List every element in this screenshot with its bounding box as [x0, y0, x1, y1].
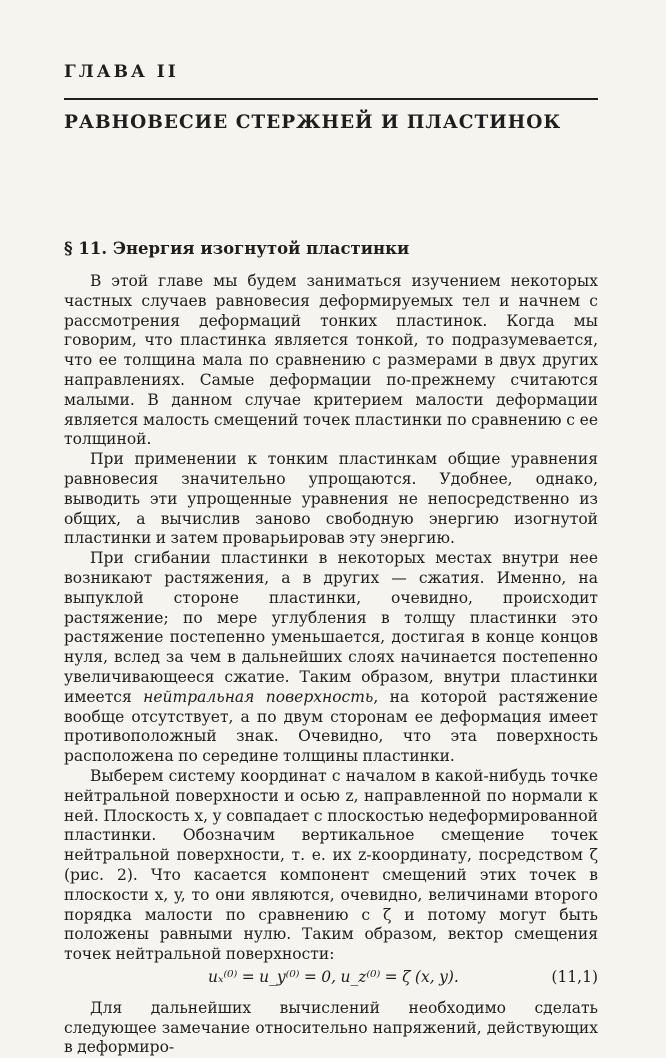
paragraph-3-part-b: , на которой растяжение вообще отсутствует, а по двум сторонам ее деформация имеет противоположный знак. Очевидно, что эта поверхность расположена по середине толщины пластинки. — [64, 687, 598, 766]
paragraph-2: При применении к тонким пластинкам общие уравнения равновесия значительно упрощаются. Удобнее, однако, выводить эти упрощенные уравнения не непосредственно из общих, а вычислив заново свободную энергию изогнутой пластинки и затем проварьировав эту энергию. — [64, 450, 598, 548]
paragraph-3 — [64, 549, 598, 767]
paragraph-1: В этой главе мы будем заниматься изучением некоторых частных случаев равновесия деформируемых тел и начнем с рассмотрения деформаций тонких пластинок. Когда мы говорим, что пластинка является тонкой, то подразумевается, что ее толщина мала по сравнению с размерами в двух других направлениях. Самые деформации по-прежнему считаются малыми. В данном случае критерием малости деформации является малость смещений точек пластинки по сравнению с ее толщиной. — [64, 272, 598, 449]
paragraph-5: Для дальнейших вычислений необходимо сделать следующее замечание относительно напряжений, действующих в деформиро- — [64, 998, 598, 1057]
chapter-title: РАВНОВЕСИЕ СТЕРЖНЕЙ И ПЛАСТИНОК — [64, 112, 562, 133]
paragraph-4: Выберем систему координат с началом в какой-нибудь точке нейтральной поверхности и осью z, направленной по нормали к ней. Плоскость x, y совпадает с плоскостью недеформированной пластинки. Обозначим вертикальное смещение точек нейтральной поверхности, т. е. их z-координату, посредством ζ (рис. 2). Что касается компонент смещений этих точек в плоскости x, y, то они являются, очевидно, величинами второго порядка малости по сравнению с ζ и потому могут быть положены равными нулю. Таким образом, вектор смещения точек нейтральной поверхности: — [64, 766, 598, 964]
equation-formula: uₓ⁽⁰⁾ = u_y⁽⁰⁾ = 0, u_z⁽⁰⁾ = ζ (x, y). — [208, 967, 459, 986]
body-text — [64, 272, 598, 1058]
section-heading: § 11. Энергия изогнутой пластинки — [64, 239, 410, 258]
chapter-label: ГЛАВА II — [64, 62, 179, 82]
header-rule — [64, 98, 598, 100]
equation-number: (11,1) — [551, 967, 598, 986]
paragraph-3-part-a: При сгибании пластинки в некоторых местах внутри нее возникают растяжения, а в других — сжатия. Именно, на выпуклой стороне пластинки, очевидно, происходит растяжение; по мере углубления в толщу пластинки это растяжение постепенно уменьшается, достигая в конце концов нуля, вслед за чем в дальнейших слоях начинается постепенно увеличивающееся сжатие. Таким образом, внутри пластинки имеется — [64, 549, 598, 706]
equation-11-1 — [64, 966, 598, 990]
neutral-surface-term: нейтральная поверхность — [143, 687, 374, 706]
